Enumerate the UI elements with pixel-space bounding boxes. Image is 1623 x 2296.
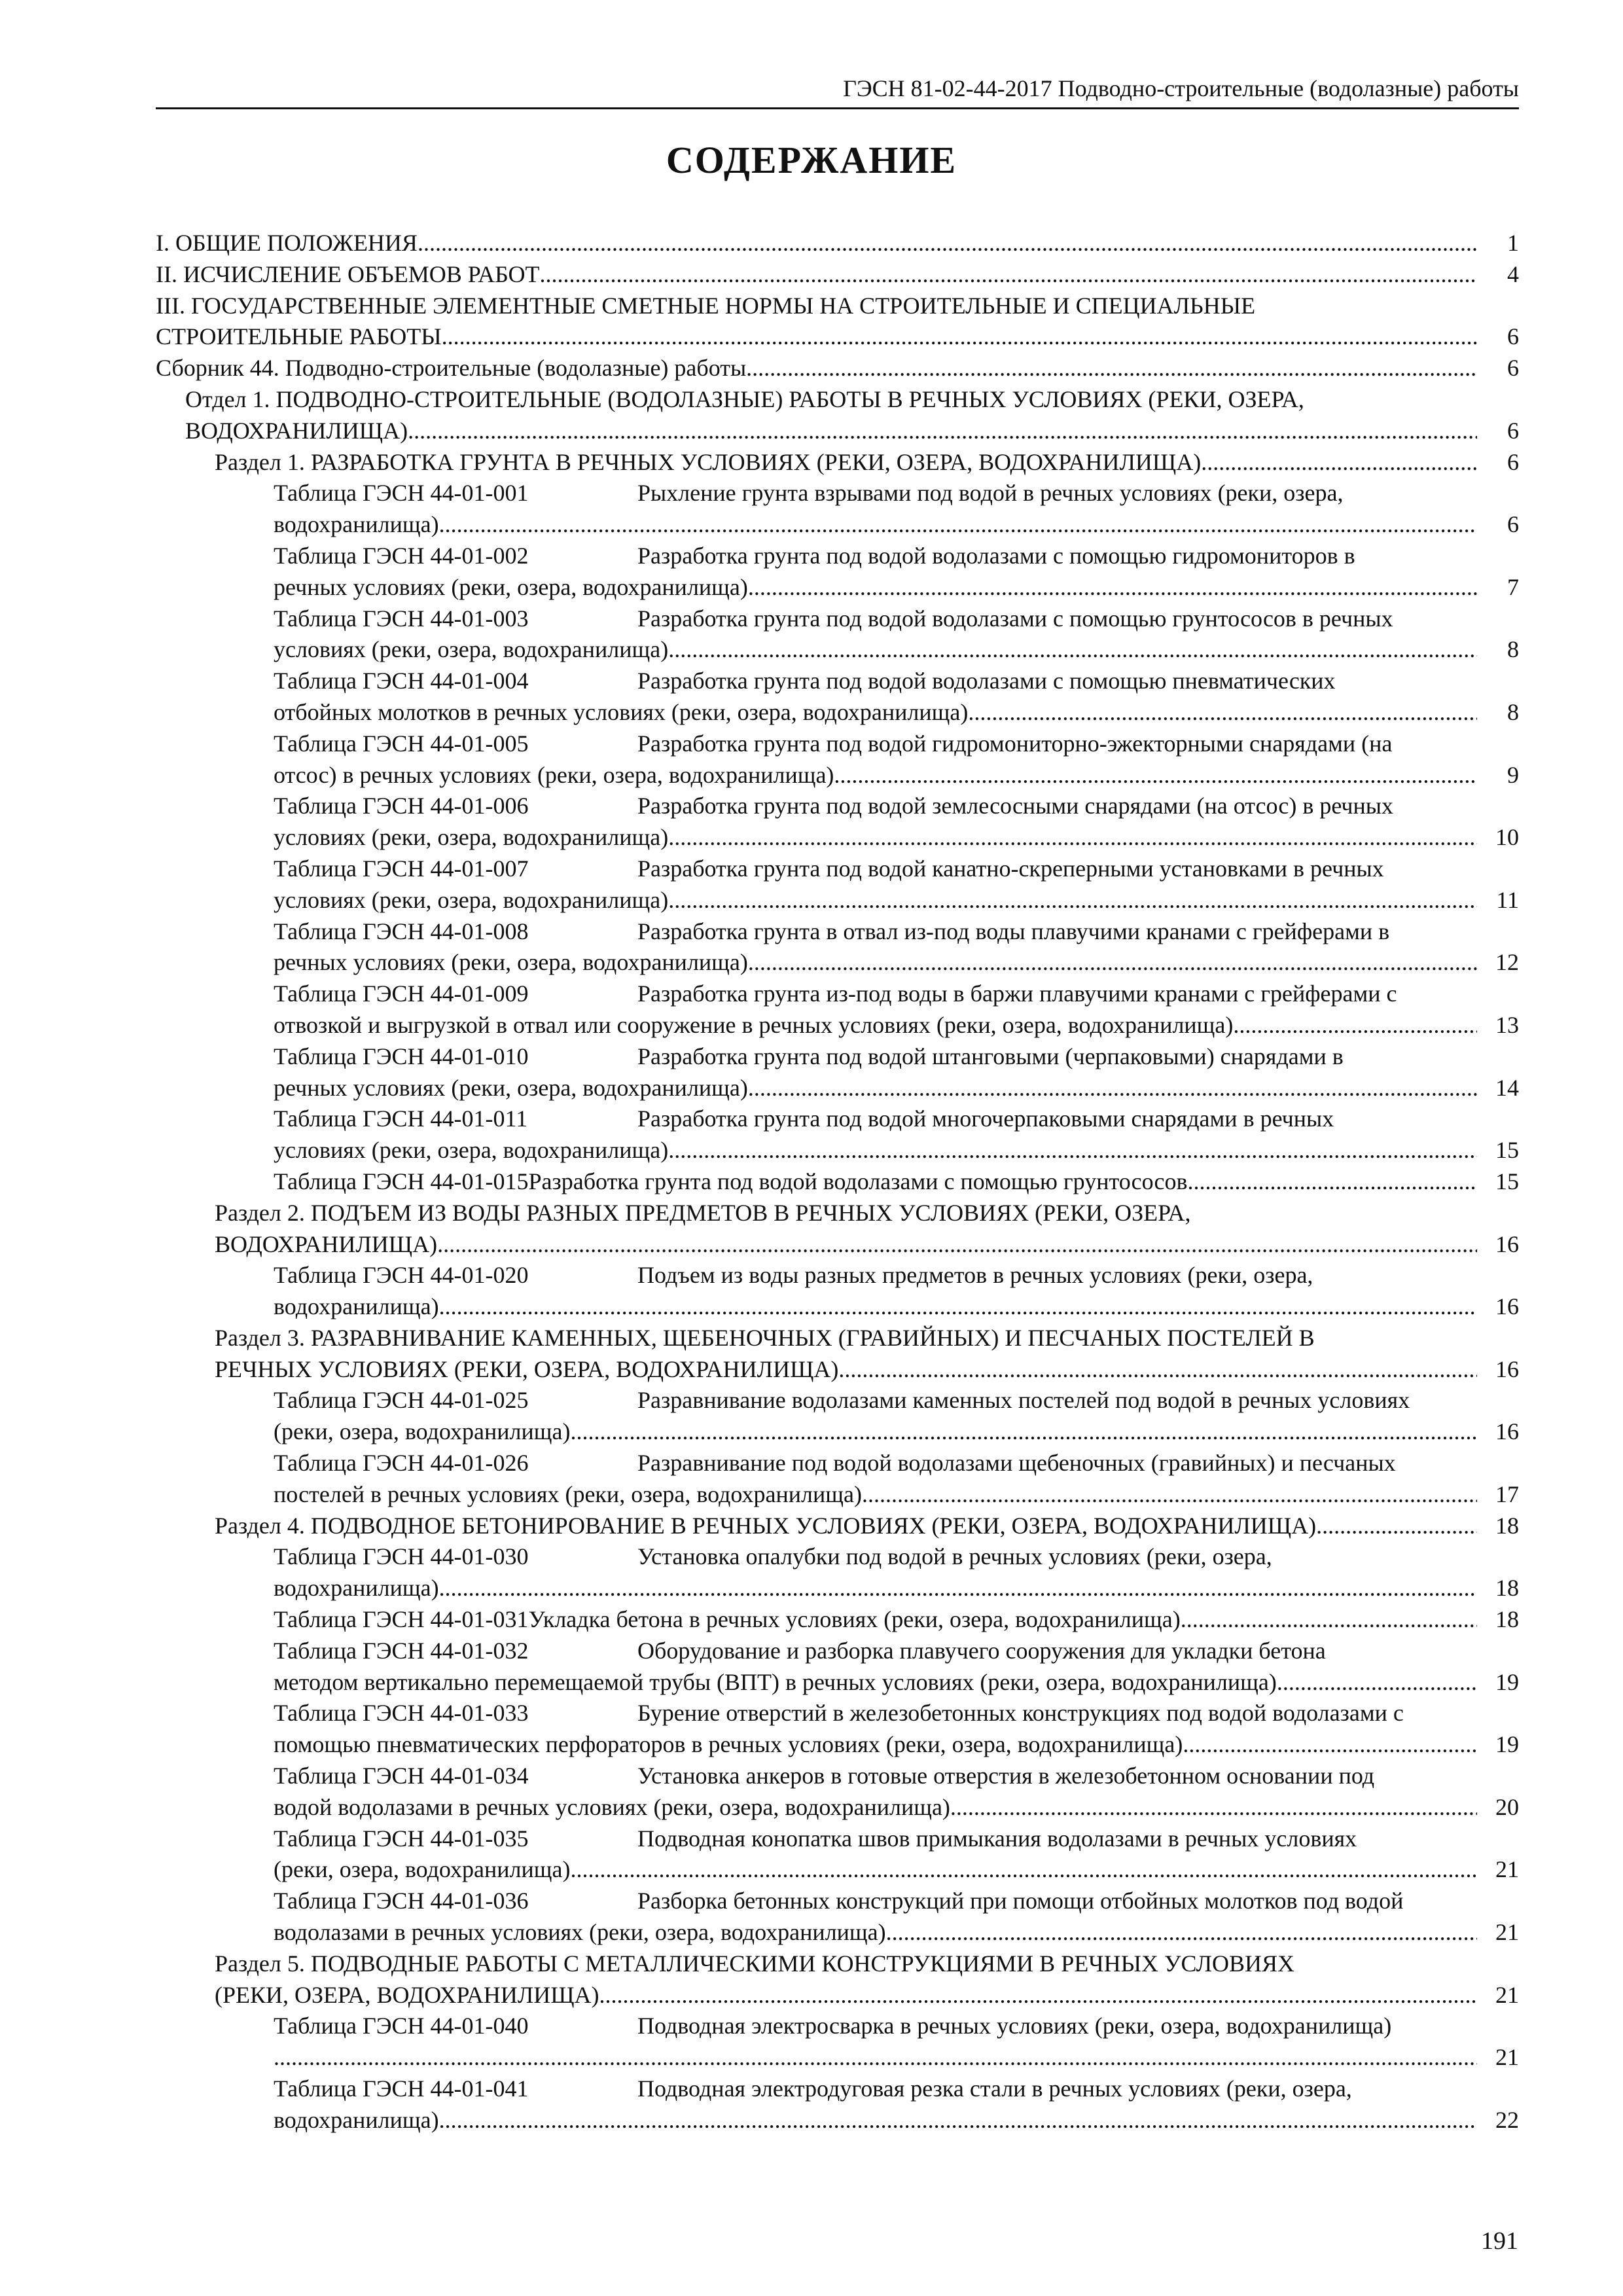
toc-page-number: 13 [1495, 1011, 1519, 1038]
toc-entry-title: Отдел 1. ПОДВОДНО-СТРОИТЕЛЬНЫЕ (ВОДОЛАЗНЫЕ) РАБОТЫ В РЕЧНЫХ УСЛОВИЯХ (РЕКИ, ОЗЕРА, [185, 386, 1304, 412]
table-code: Таблица ГЭСН 44-01-036 [274, 1888, 529, 1914]
table-code: Таблица ГЭСН 44-01-035 [274, 1825, 529, 1852]
dot-leader [1277, 1667, 1477, 1698]
toc-entry-title: водохранилища) [274, 1575, 439, 1602]
toc-entry-title: СТРОИТЕЛЬНЫЕ РАБОТЫ [156, 323, 442, 350]
toc-entry-title: водолазами в речных условиях (реки, озера, водохранилища) [274, 1919, 886, 1946]
toc-line [274, 2105, 1519, 2136]
dot-leader [1233, 1010, 1477, 1041]
toc-page-number: 18 [1495, 1606, 1519, 1633]
toc-table-entry[interactable] [156, 1823, 1519, 1886]
toc-section-entry[interactable] [156, 1511, 1519, 1542]
toc-line [274, 509, 1519, 541]
dot-leader [1187, 1166, 1477, 1198]
dot-leader [1183, 1729, 1477, 1761]
toc-line [156, 291, 1477, 322]
dot-leader [748, 947, 1477, 978]
toc-line [274, 1385, 1477, 1416]
dot-leader [668, 822, 1477, 853]
dot-leader [838, 1354, 1477, 1386]
toc-table-entry[interactable] [156, 916, 1519, 979]
table-code: Таблица ГЭСН 44-01-020 [274, 1262, 529, 1289]
toc-table-entry[interactable] [156, 2073, 1519, 2136]
dot-leader [950, 1792, 1477, 1823]
table-code: Таблица ГЭСН 44-01-008 [274, 918, 529, 944]
toc-entry-title: речных условиях (реки, озера, водохранилища) [274, 949, 748, 976]
dot-leader [668, 1135, 1477, 1166]
toc-line [215, 1948, 1477, 1980]
toc-entry-title: отвозкой и выгрузкой в отвал или сооружение в речных условиях (реки, озера, водохранилища) [274, 1011, 1234, 1038]
table-code: Таблица ГЭСН 44-01-009 [274, 980, 529, 1007]
toc-line [274, 666, 1477, 697]
toc-line [274, 1917, 1519, 1948]
toc-page-number: 16 [1495, 1293, 1519, 1320]
toc-table-entry[interactable] [156, 541, 1519, 603]
toc-table-entry[interactable] [156, 1166, 1519, 1198]
toc-entry-title: Разработка грунта под водой канатно-скреперными установками в речных [637, 855, 1384, 882]
toc-line [156, 321, 1519, 353]
toc-table-entry[interactable] [156, 1385, 1519, 1448]
toc-entry-title: Разработка грунта в отвал из-под воды плавучими кранами с грейферами в [637, 918, 1390, 944]
toc-line [274, 791, 1477, 822]
toc-line [274, 1761, 1477, 1792]
dot-leader [439, 1573, 1477, 1604]
dot-leader [1316, 1511, 1477, 1542]
dot-leader [599, 1980, 1477, 2011]
toc-line [274, 2011, 1477, 2042]
toc-page-number: 12 [1495, 949, 1519, 976]
toc-page-number: 15 [1495, 1168, 1519, 1194]
dot-leader [1201, 447, 1477, 478]
toc-line [274, 1604, 1519, 1636]
toc-entry-title: Укладка бетона в речных условиях (реки, озера, водохранилища) [528, 1606, 1181, 1633]
dot-leader [439, 509, 1477, 541]
dot-leader [442, 321, 1477, 353]
toc-page-number: 21 [1495, 2044, 1519, 2071]
toc-entry-title: ВОДОХРАНИЛИЩА) [185, 417, 408, 444]
toc-table-entry[interactable] [156, 791, 1519, 853]
toc-table-entry[interactable] [156, 1761, 1519, 1823]
dot-leader [668, 885, 1477, 916]
toc-line [274, 1073, 1519, 1104]
toc-line [274, 822, 1519, 853]
table-code: Таблица ГЭСН 44-01-034 [274, 1763, 529, 1789]
toc-entry-title: речных условиях (реки, озера, водохранилища) [274, 573, 748, 600]
toc-entry-title: Разработка грунта под водой водолазами с помощью гидромониторов в [637, 542, 1355, 569]
toc-line [274, 541, 1477, 572]
toc-entry-title: методом вертикально перемещаемой трубы (ВПТ) в речных условиях (реки, озера, водохранилища) [274, 1668, 1277, 1695]
toc-entry-title: условиях (реки, озера, водохранилища) [274, 824, 669, 851]
dot-leader [968, 697, 1477, 728]
toc-page-number: 4 [1507, 260, 1519, 287]
toc-line [274, 1041, 1477, 1073]
toc-entry-title: речных условиях (реки, озера, водохранилища) [274, 1074, 748, 1101]
toc-line [156, 259, 1519, 291]
toc-page-number: 16 [1495, 1355, 1519, 1382]
dot-leader [748, 1073, 1477, 1104]
dot-leader [862, 1479, 1477, 1511]
toc-line [274, 1135, 1519, 1166]
toc-entry-title: условиях (реки, озера, водохранилища) [274, 886, 669, 913]
toc-page-number: 20 [1495, 1793, 1519, 1820]
toc-entry-title: водой водолазами в речных условиях (реки, озера, водохранилища) [274, 1793, 950, 1820]
toc-table-entry[interactable] [156, 1541, 1519, 1604]
toc-line [215, 447, 1519, 478]
toc-line [274, 1260, 1477, 1291]
toc-entry-title: условиях (реки, озера, водохранилища) [274, 1137, 669, 1164]
table-code: Таблица ГЭСН 44-01-031 [274, 1606, 529, 1633]
toc-line [215, 1980, 1519, 2011]
toc-line [274, 1636, 1477, 1667]
dot-leader [439, 2105, 1477, 2136]
toc-entry-title: II. ИСЧИСЛЕНИЕ ОБЪЕМОВ РАБОТ [156, 260, 540, 287]
toc-line [274, 1667, 1519, 1698]
toc-entry-title: Разработка грунта под водой водолазами с помощью пневматических [637, 668, 1336, 694]
toc-section-entry[interactable] [156, 291, 1519, 353]
toc-entry-title: Подводная конопатка швов примыкания водолазами в речных условиях [637, 1825, 1357, 1852]
toc-line [274, 760, 1519, 791]
toc-line [274, 1103, 1477, 1135]
toc-entry-title: Подъем из воды разных предметов в речных условиях (реки, озера, [637, 1262, 1313, 1289]
table-code: Таблица ГЭСН 44-01-025 [274, 1387, 529, 1414]
toc-entry-title: Бурение отверстий в железобетонных конструкциях под водой водолазами с [637, 1700, 1404, 1727]
dot-leader [834, 760, 1477, 791]
toc-line [274, 478, 1477, 509]
toc-line [274, 1541, 1477, 1573]
toc-page-number: 9 [1507, 761, 1519, 788]
toc-line [274, 1886, 1477, 1917]
table-code: Таблица ГЭСН 44-01-011 [274, 1105, 528, 1132]
page-title: СОДЕРЖАНИЕ [666, 139, 957, 181]
toc-entry-title: отбойных молотков в речных условиях (реки, озера, водохранилища) [274, 698, 969, 725]
toc-entry-title: Подводная электросварка в речных условиях (реки, озера, водохранилища) [637, 2013, 1392, 2039]
running-header [156, 73, 1519, 109]
toc-line [274, 1792, 1519, 1823]
running-title: ГЭСН 81-02-44-2017 Подводно-строительные (водолазные) работы [843, 75, 1519, 101]
toc-entry-title: Раздел 4. ПОДВОДНОЕ БЕТОНИРОВАНИЕ В РЕЧНЫХ УСЛОВИЯХ (РЕКИ, ОЗЕРА, ВОДОХРАНИЛИЩА) [215, 1512, 1317, 1539]
table-code: Таблица ГЭСН 44-01-033 [274, 1700, 529, 1727]
toc-entry-title: водохранилища) [274, 511, 439, 538]
table-code: Таблица ГЭСН 44-01-032 [274, 1637, 529, 1664]
toc-entry-title: Разработка грунта под водой водолазами с помощью грунтососов [528, 1168, 1188, 1194]
toc-line [215, 1511, 1519, 1542]
dot-leader [408, 416, 1477, 447]
toc-page-number: 19 [1495, 1731, 1519, 1758]
toc-entry-title: Разработка грунта под водой штанговыми (черпаковыми) снарядами в [637, 1043, 1344, 1069]
toc-line [156, 353, 1519, 384]
toc-entry-title: ВОДОХРАНИЛИЩА) [215, 1230, 438, 1257]
toc-line [274, 1416, 1519, 1448]
toc-entry-title: Рыхление грунта взрывами под водой в речных условиях (реки, озера, [637, 480, 1344, 507]
toc-line [274, 853, 1477, 885]
toc-page-number: 21 [1495, 1919, 1519, 1946]
toc-page-number: 1 [1507, 230, 1519, 256]
dot-leader [886, 1917, 1477, 1948]
toc-entry-title: Сборник 44. Подводно-строительные (водолазные) работы [156, 355, 747, 382]
toc-table-entry[interactable] [156, 978, 1519, 1041]
toc-page-number: 6 [1507, 417, 1519, 444]
toc-line [215, 1354, 1519, 1386]
toc-entry-title: Подводная электродуговая резка стали в речных условиях (реки, озера, [637, 2075, 1352, 2102]
toc-entry-title: Раздел 3. РАЗРАВНИВАНИЕ КАМЕННЫХ, ЩЕБЕНОЧНЫХ (ГРАВИЙНЫХ) И ПЕСЧАНЫХ ПОСТЕЛЕЙ В [215, 1324, 1315, 1351]
toc-page-number: 22 [1495, 2106, 1519, 2133]
toc-table-entry[interactable] [156, 603, 1519, 666]
toc-line [274, 634, 1519, 666]
table-code: Таблица ГЭСН 44-01-002 [274, 542, 529, 569]
toc-entry-title: Раздел 5. ПОДВОДНЫЕ РАБОТЫ С МЕТАЛЛИЧЕСКИМИ КОНСТРУКЦИЯМИ В РЕЧНЫХ УСЛОВИЯХ [215, 1950, 1295, 1977]
toc-section-entry[interactable] [156, 353, 1519, 384]
toc-table-entry[interactable] [156, 1698, 1519, 1761]
toc-table-entry[interactable] [156, 2011, 1519, 2073]
toc-line [274, 728, 1477, 760]
toc-page-number: 21 [1495, 1856, 1519, 1883]
toc-page-number: 16 [1495, 1418, 1519, 1445]
dot-leader [437, 1229, 1477, 1261]
toc-entry-title: (реки, озера, водохранилища) [274, 1418, 571, 1445]
toc-line [274, 1166, 1519, 1198]
toc-entry-title: Разравнивание под водой водолазами щебеночных (гравийных) и песчаных [637, 1450, 1396, 1477]
toc-line [274, 1854, 1519, 1886]
toc-line [274, 1010, 1519, 1041]
toc-table-entry[interactable] [156, 1886, 1519, 1948]
toc-entry-title: постелей в речных условиях (реки, озера, водохранилища) [274, 1480, 862, 1507]
toc-section-entry[interactable] [156, 228, 1519, 259]
toc-line [274, 978, 1477, 1010]
table-code: Таблица ГЭСН 44-01-015 [274, 1168, 529, 1194]
toc-line [185, 416, 1519, 447]
table-code: Таблица ГЭСН 44-01-010 [274, 1043, 529, 1069]
toc-line [274, 603, 1477, 635]
toc-entry-title: Разравнивание водолазами каменных постелей под водой в речных условиях [637, 1387, 1410, 1414]
table-code: Таблица ГЭСН 44-01-006 [274, 793, 529, 819]
toc-section-entry[interactable] [156, 1948, 1519, 2011]
toc-entry-title: Разработка грунта под водой многочерпаковыми снарядами в речных [637, 1105, 1334, 1132]
toc-entry-title: (РЕКИ, ОЗЕРА, ВОДОХРАНИЛИЩА) [215, 1981, 599, 2008]
toc-page-number: 19 [1495, 1668, 1519, 1695]
table-code: Таблица ГЭСН 44-01-041 [274, 2075, 529, 2102]
toc-line [274, 1448, 1477, 1479]
toc-entry-title: (реки, озера, водохранилища) [274, 1856, 571, 1883]
toc-entry-title: Раздел 2. ПОДЪЕМ ИЗ ВОДЫ РАЗНЫХ ПРЕДМЕТОВ В РЕЧНЫХ УСЛОВИЯХ (РЕКИ, ОЗЕРА, [215, 1199, 1191, 1226]
toc-line [274, 1573, 1519, 1604]
toc-entry-title: Установка анкеров в готовые отверстия в железобетонном основании под [637, 1763, 1375, 1789]
toc-line [274, 1479, 1519, 1511]
toc-entry-title: РЕЧНЫХ УСЛОВИЯХ (РЕКИ, ОЗЕРА, ВОДОХРАНИЛИЩА) [215, 1355, 839, 1382]
toc-page-number: 6 [1507, 355, 1519, 382]
dot-leader [570, 1854, 1477, 1886]
dot-leader [1181, 1604, 1477, 1636]
toc-line [274, 947, 1519, 978]
dot-leader [748, 572, 1477, 603]
table-code: Таблица ГЭСН 44-01-001 [274, 480, 529, 507]
toc-table-entry[interactable] [156, 1448, 1519, 1511]
toc-entry-title: помощью пневматических перфораторов в речных условиях (реки, озера, водохранилища) [274, 1731, 1183, 1758]
dot-leader [570, 1416, 1477, 1448]
toc-line [156, 228, 1519, 259]
toc-table-entry[interactable] [156, 666, 1519, 728]
toc-table-entry[interactable] [156, 728, 1519, 791]
toc-table-entry[interactable] [156, 853, 1519, 916]
toc-line [274, 1698, 1477, 1729]
toc-page-number: 10 [1495, 824, 1519, 851]
toc-section-entry[interactable] [156, 1323, 1519, 1386]
toc-entry-title: водохранилища) [274, 2106, 439, 2133]
dot-leader [668, 634, 1477, 666]
toc-entry-title: Разработка грунта из-под воды в баржи плавучими кранами с грейферами с [637, 980, 1397, 1007]
toc-line [185, 384, 1477, 416]
dot-leader [439, 1291, 1477, 1323]
toc-entry-title: Установка опалубки под водой в речных условиях (реки, озера, [637, 1543, 1272, 1570]
toc-page-number: 7 [1507, 573, 1519, 600]
table-of-contents [156, 228, 1519, 2136]
toc-line [274, 1291, 1519, 1323]
table-code: Таблица ГЭСН 44-01-040 [274, 2013, 529, 2039]
toc-page-number: 6 [1507, 511, 1519, 538]
toc-entry-title: Разработка грунта под водой землесосными снарядами (на отсос) в речных [637, 793, 1393, 819]
toc-page-number: 18 [1495, 1512, 1519, 1539]
table-code: Таблица ГЭСН 44-01-004 [274, 668, 529, 694]
toc-table-entry[interactable] [156, 1604, 1519, 1636]
toc-entry-title: Разборка бетонных конструкций при помощи отбойных молотков под водой [637, 1888, 1404, 1914]
toc-page-number: 17 [1495, 1480, 1519, 1507]
toc-line [274, 2073, 1477, 2105]
toc-entry-title: Разработка грунта под водой гидромониторно-эжекторными снарядами (на [637, 730, 1393, 757]
toc-entry-title: Оборудование и разборка плавучего сооружения для укладки бетона [637, 1637, 1326, 1664]
toc-line [274, 916, 1477, 948]
dot-leader [274, 2042, 1477, 2073]
toc-entry-title: III. ГОСУДАРСТВЕННЫЕ ЭЛЕМЕНТНЫЕ СМЕТНЫЕ НОРМЫ НА СТРОИТЕЛЬНЫЕ И СПЕЦИАЛЬНЫЕ [156, 292, 1256, 319]
toc-section-entry[interactable] [156, 447, 1519, 478]
toc-table-entry[interactable] [156, 1103, 1519, 1166]
toc-section-entry[interactable] [156, 384, 1519, 447]
dot-leader [746, 353, 1477, 384]
toc-line [274, 697, 1519, 728]
toc-page-number: 21 [1495, 1981, 1519, 2008]
dot-leader [418, 228, 1477, 259]
page-number: 191 [1481, 2227, 1518, 2255]
toc-line [274, 2042, 1519, 2073]
toc-line [274, 885, 1519, 916]
toc-entry-title: условиях (реки, озера, водохранилища) [274, 636, 669, 663]
toc-table-entry[interactable] [156, 1636, 1519, 1698]
toc-page-number: 18 [1495, 1575, 1519, 1602]
toc-section-entry[interactable] [156, 1198, 1519, 1261]
table-code: Таблица ГЭСН 44-01-007 [274, 855, 529, 882]
toc-line [215, 1323, 1477, 1354]
toc-line [215, 1198, 1477, 1229]
toc-entry-title: Разработка грунта под водой водолазами с помощью грунтососов в речных [637, 605, 1393, 632]
toc-page-number: 8 [1507, 698, 1519, 725]
toc-table-entry[interactable] [156, 478, 1519, 541]
toc-line [215, 1229, 1519, 1261]
toc-page-number: 14 [1495, 1074, 1519, 1101]
toc-table-entry[interactable] [156, 1041, 1519, 1104]
toc-page-number: 15 [1495, 1137, 1519, 1164]
toc-page-number: 6 [1507, 448, 1519, 475]
toc-line [274, 572, 1519, 603]
toc-entry-title: Раздел 1. РАЗРАБОТКА ГРУНТА В РЕЧНЫХ УСЛОВИЯХ (РЕКИ, ОЗЕРА, ВОДОХРАНИЛИЩА) [215, 448, 1202, 475]
table-code: Таблица ГЭСН 44-01-005 [274, 730, 529, 757]
toc-page-number: 16 [1495, 1230, 1519, 1257]
toc-entry-title: водохранилища) [274, 1293, 439, 1320]
toc-section-entry[interactable] [156, 259, 1519, 291]
toc-page-number: 11 [1496, 886, 1519, 913]
table-code: Таблица ГЭСН 44-01-003 [274, 605, 529, 632]
toc-page-number: 8 [1507, 636, 1519, 663]
toc-line [274, 1729, 1519, 1761]
toc-entry-title: I. ОБЩИЕ ПОЛОЖЕНИЯ [156, 230, 418, 256]
toc-table-entry[interactable] [156, 1260, 1519, 1323]
table-code: Таблица ГЭСН 44-01-026 [274, 1450, 529, 1477]
toc-entry-title: отсос) в речных условиях (реки, озера, водохранилища) [274, 761, 834, 788]
toc-page-number: 6 [1507, 323, 1519, 350]
dot-leader [540, 259, 1477, 291]
table-code: Таблица ГЭСН 44-01-030 [274, 1543, 529, 1570]
toc-line [274, 1823, 1477, 1855]
